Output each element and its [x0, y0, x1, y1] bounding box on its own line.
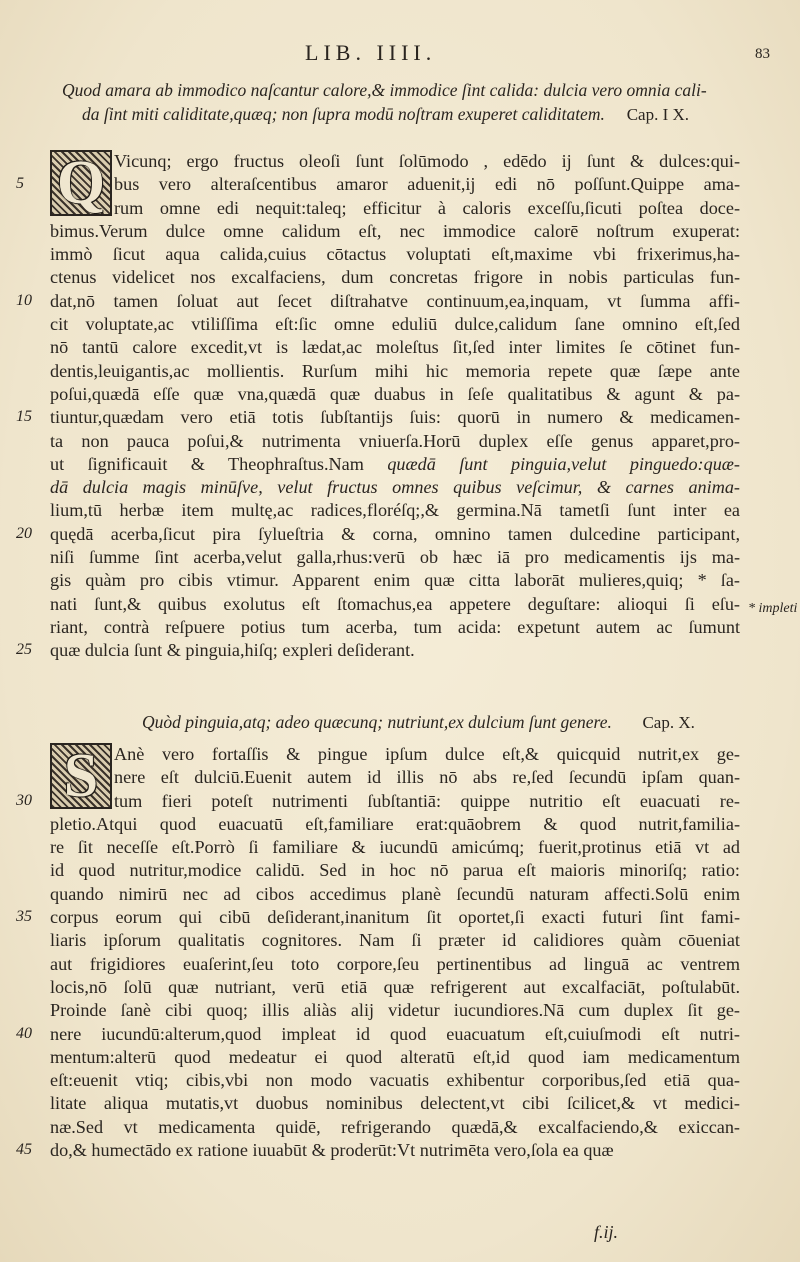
text-line: cit voluptate,ac vtiliſſima eſt:ſic omne eduliū dulce,calidum ſane omnino eſt,ſed	[50, 314, 740, 335]
text-line: id quod nutritur,modice calidū. Sed in hoc nō parua eſt maioris minoriſq; ratio:	[50, 860, 740, 881]
text-line: ta non pauca poſui,& nutrimenta vniuerſa.Horū duplex eſſe genus apparet,pro-	[50, 430, 740, 451]
text-line: dā dulcia magis minūſve, velut fructus omnes quibus veſcimur, & carnes anima-	[50, 477, 740, 498]
chapter-ix-heading-text: da ſint miti caliditate,quæq; non ſupra modū noſtram exuperet caliditatem.	[82, 104, 605, 124]
text-line: dat,nō tamen ſoluat aut ſecet diſtrahatve continuum,ea,inquam, vt ſumma affi-	[50, 290, 740, 311]
text-line: Proinde ſanè cibi quoq; illis aliàs alij videtur iucundiores.Nā cum duplex ſit ge-	[50, 1000, 740, 1021]
text-line: poſui,quædā eſſe quæ vna,quædā quæ duabus in ſeſe qualitatibus & agunt & pa-	[50, 383, 740, 404]
text-line: bus vero alteraſcentibus amaror aduenit,ij edi nō poſſunt.Quippe ama-	[114, 174, 740, 195]
chapter-x-label: Cap. X.	[642, 713, 695, 732]
chapter-ix-label: Cap. I X.	[626, 105, 690, 124]
running-head	[0, 40, 800, 70]
text-line: re ſit neceſſe eſt.Porrò ſi familiare & iucundū amicúmq; fuerit,protinus etiā vt ad	[50, 837, 740, 858]
text-line: pletio.Atqui quod euacuatū eſt,familiare erat:quāobrem & quod nutrit,familia-	[50, 813, 740, 834]
text-line: Vicunq; ergo fructus oleoſi ſunt ſolūmodo , edēdo ij ſunt & dulces:qui-	[114, 151, 740, 171]
line-number: 40	[16, 1024, 32, 1042]
line-number: 10	[16, 291, 32, 309]
text-line: eſt:euenit vtiq; cibis,vbi non modo vacuatis exhibentur corporibus,ſed etiā qua-	[50, 1070, 740, 1091]
text-line: immò ſicut aqua calida,cuius cōtactus voluptati eſt,maxime vbi frixerimus,ha-	[50, 244, 740, 265]
text-line: litate aliqua mutatis,vt duobus nominibus delectent,vt cibi ſcilicet,& vt medici-	[50, 1093, 740, 1114]
text-line: tiuntur,quædam vero etiā totis ſubſtantijs ſuis: quorū in numero & medicamen-	[50, 407, 740, 428]
margin-note: * impleti	[748, 601, 798, 616]
text-line: corpus eorum qui cibū deſiderant,inanitum ſit oportet,ſi exacti futuri ſint fami-	[50, 907, 740, 928]
text-line: rum omne edi nequit:taleq; efficitur à caloris exceſſu,ſicuti poſtea doce-	[114, 197, 740, 218]
text-line: quędā acerba,ſicut pira ſylueſtria & corna, omnino tamen dulcedine participant,	[50, 523, 740, 544]
line-number: 20	[16, 524, 32, 542]
text-line: aut frigidiores euaſerint,ſeu toto corpore,ſeu pertinentibus ad linguā ac ventrem	[50, 953, 740, 974]
line-number: 5	[16, 175, 24, 193]
running-title: LIB. IIII.	[305, 40, 437, 65]
line-number: 25	[16, 641, 32, 659]
chapter-ix-body	[50, 150, 740, 663]
initial-letter: S	[63, 742, 99, 810]
text-line: ut ſignificauit & Theophraſtus.Nam quædā ſunt pinguia,velut pinguedo:quæ-	[50, 453, 740, 474]
text-line: Anè vero fortaſſis & pingue ipſum dulce eſt,& quicquid nutrit,ex ge-	[114, 744, 740, 764]
text-line: ctenus videlicet nos excalfaciens, dum concretas frigore in nobis particulas fun-	[50, 267, 740, 288]
text-line: nati ſunt,& quibus exolutus eſt ſtomachus,ea appetere deguſtare: alioqui ſi eſu-	[50, 593, 740, 614]
line-number: 15	[16, 408, 32, 426]
catchword-signature: f.ij.	[594, 1222, 619, 1242]
text-line: nere iucundū:alterum,quod impleat id quod euacuatum eſt,cuiuſmodi eſt nutri-	[50, 1023, 740, 1044]
text-line: do,& humectādo ex ratione iuuabūt & proderūt:Vt nutrimēta vero,ſola ea quæ	[50, 1140, 614, 1161]
text-line: tum fieri poteſt nutrimenti ſubſtantiā: quippe nutritio eſt euacuati re-	[114, 790, 740, 811]
chapter-x-heading	[142, 710, 695, 735]
text-line: mentum:alterū quod medeatur ei quod alteratū eſt,id quod iam medicamentum	[50, 1046, 740, 1067]
chapter-ix-heading	[62, 78, 707, 127]
text-line: nere eſt dulciū.Euenit autem id illis nō abs re,ſed ſecundū ipſam quan-	[114, 767, 740, 788]
text-line: quæ dulcia ſunt & pinguia,hiſq; expleri deſiderant.	[50, 640, 415, 661]
chapter-ix-heading-line-1: Quod amara ab immodico naſcantur calore,& immodice ſint calida: dulcia vero omnia cali-	[62, 80, 707, 100]
text-line: locis,nō ſolū quæ nutriant, verū etiā quæ refrigerent aut excalfaciāt, poſtulabūt.	[50, 976, 740, 997]
chapter-ix-heading-line-2	[62, 102, 707, 127]
text-line: riant, contrà reſpuere potius tum acerba, tum acida: expetunt autem ac ſumunt	[50, 616, 740, 637]
chapter-x-heading-text: Quòd pinguia,atq; adeo quæcunq; nutriunt,ex dulcium ſunt genere.	[142, 712, 612, 732]
text-line: næ.Sed vt medicamenta quidē, refrigerando quædā,& excalfaciendo,& exiccan-	[50, 1116, 740, 1137]
line-number: 45	[16, 1141, 32, 1159]
text-line: dentis,leuigantis,ac mollientis. Rurſum mihi hic memoria repete quæ ſæpe ante	[50, 360, 740, 381]
folio-number: 83	[755, 46, 770, 62]
text-line: nō tantū calore excedit,vt is lædat,ac moleſtus ſit,ſed inter limites ſe cōtinet fun-	[50, 337, 740, 358]
text-line: quando nimirū nec ad cibos accedimus planè ſecundū naturam affecti.Solū enim	[50, 883, 740, 904]
text-line: niſi ſumme ſint acerba,velut galla,rhus:verū ob hæc iā pro medicamentis ijs ma-	[50, 547, 740, 568]
chapter-x-body	[50, 743, 740, 1162]
text-line: bimus.Verum dulce omne calidum eſt, nec immodice calorē noſtrum exuperat:	[50, 220, 740, 241]
line-number: 35	[16, 908, 32, 926]
text-line: gis quàm pro cibis vtimur. Apparent enim quæ citta laborāt mulieres,quiq; * ſa-	[50, 570, 740, 591]
text-line: lium,tū herbæ item multę,ac radices,floréſq;,& germina.Nā tametſi ſunt inter ea	[50, 500, 740, 521]
initial-letter: Q	[56, 149, 106, 217]
text-line: liaris ipſorum qualitatis cognitores. Nam ſi præter id calidiores quàm cōueniat	[50, 930, 740, 951]
line-number: 30	[16, 791, 32, 809]
